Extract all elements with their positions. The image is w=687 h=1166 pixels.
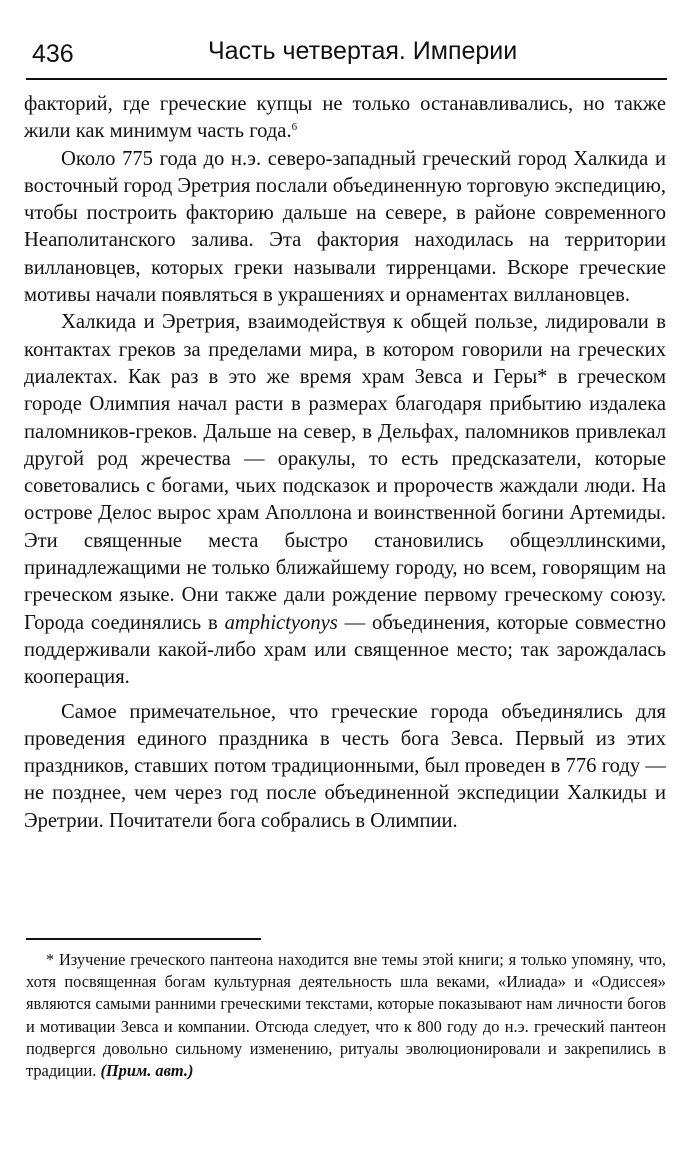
- paragraph-text: Халкида и Эретрия, взаимодействуя к общей пользе, лидировали в контактах греков за пределами мира, в котором говорили на греческих диалектах. Как раз в это же время храм Зевса и Геры: [24, 311, 666, 388]
- running-title: Часть четвертая. Империи: [208, 37, 518, 65]
- footnote-rule: [26, 938, 261, 940]
- paragraph-text: — объединения, которые совместно поддерживали какой-либо храм или священное место; так зарождалась кооперация.: [24, 611, 666, 689]
- page-header: [26, 32, 666, 80]
- italic-term: amphictyonys: [224, 611, 338, 634]
- paragraph-continuation: [24, 91, 666, 146]
- paragraph: Самое примечательное, что греческие города объединялись для проведения единого праздника в честь бога Зевса. Первый из этих праздников, ставших потом традиционными, был проведен в 776 году — не позднее, чем через год после объединенной экспедиции Халкиды и Эретрии. Почитатели бога собрались в Олимпии.: [24, 700, 666, 832]
- main-text: [24, 91, 666, 835]
- footnote-marker: *: [537, 365, 548, 388]
- footnote-author-note: (Прим. авт.): [100, 1061, 194, 1081]
- endnote-reference: 6: [291, 121, 298, 134]
- paragraph-text: факторий, где греческие купцы не только останавливались, но также жили как минимум часть года.: [24, 93, 666, 143]
- header-rule: [26, 78, 667, 80]
- paragraph: [24, 309, 666, 691]
- footnote-text: * Изучение греческого пантеона находится вне темы этой книги; я только упомяну, что, хотя посвященная богам культурная деятельность шла веками, «Илиада» и «Одиссея» являются самыми ранними греческими текстами, которые показывают нам личности богов и мотивации Зевса и компании. Отсюда следует, что к 800 году до н.э. греческий пантеон подвергся довольно сильному изменению, ритуалы эволюционировали и закрепились в традиции.: [26, 950, 666, 1081]
- paragraph-text: в греческом городе Олимпия начал расти в размерах благодаря прибытию издалека паломников-греков. Дальше на север, в Дельфах, паломников привлекал другой род жречества — оракулы, то есть предсказатели, которые советовались с богами, чьих подсказок и пророчеств жаждали люди. На острове Делос вырос храм Аполлона и воинственной богини Артемиды. Эти священные места быстро становились общеэллинскими, принадлежащими не только ближайшему городу, но всем, говорящим на греческом языке. Они также дали рождение первому греческому союзу. Города соединялись в: [24, 365, 666, 634]
- paragraph: Около 775 года до н.э. северо-западный греческий город Халкида и восточный город Эретрия послали объединенную торговую экспедицию, чтобы построить факторию дальше на севере, в районе современного Неаполитанского залива. Эта фактория находилась на территории виллановцев, которых греки называли тирренцами. Вскоре греческие мотивы начали появляться в украшениях и орнаментах виллановцев.: [24, 147, 666, 307]
- footnote: [26, 949, 666, 1082]
- page-number: 436: [32, 40, 74, 68]
